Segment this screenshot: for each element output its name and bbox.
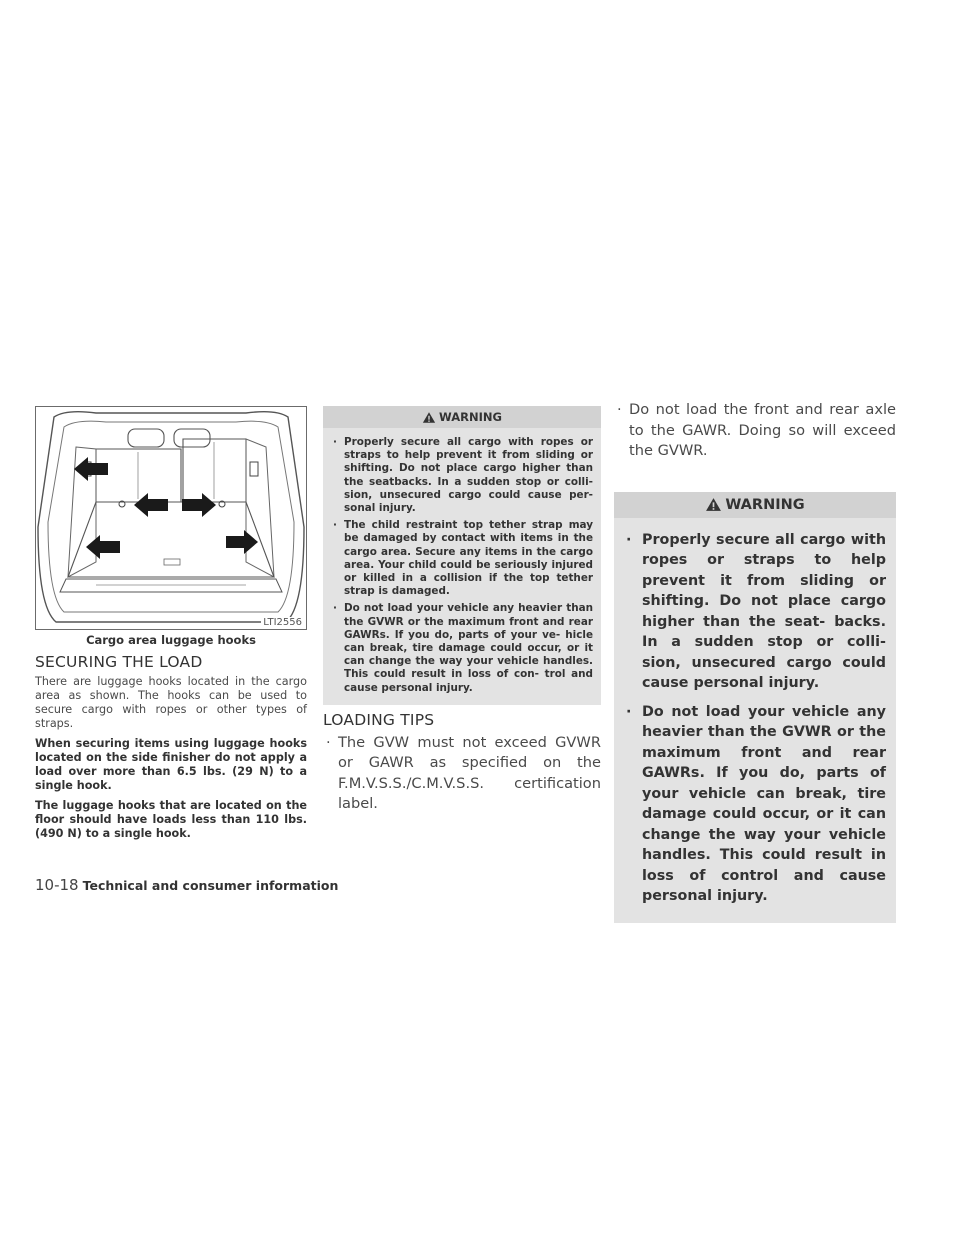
arrow-icon: [74, 457, 258, 559]
left-column: [35, 406, 307, 847]
warning-triangle-icon: [422, 411, 436, 424]
warning-box: [323, 406, 601, 705]
footer-section-title: Technical and consumer information: [82, 878, 339, 893]
warning-item: · Do not load your vehicle any heavier than the GVWR or the maximum front and rear GAWRs. If you do, parts of your ve- hicle can break, tire damage could occur, or it can change the way your vehicle handles. This could result in loss of con- trol and cause personal injury.: [331, 602, 593, 694]
warning-item: · Properly secure all cargo with ropes or straps to help prevent it from sliding or shifting. Do not place cargo higher than the seat- backs. In a sudden stop or colli- sion, unsecured cargo could cause personal injury.: [624, 530, 886, 694]
bold-paragraph: When securing items using luggage hooks located on the side finisher do not apply a load over more than 6.5 lbs. (29 N) to a single hook.: [35, 737, 307, 792]
cargo-area-drawing: [36, 407, 306, 629]
middle-column: [323, 406, 601, 815]
axle-tip-list: [614, 400, 896, 462]
paragraph: There are luggage hooks located in the cargo area as shown. The hooks can be used to secure cargo with ropes or other types of straps.: [35, 675, 307, 730]
figure-code: LTI2556: [263, 617, 302, 628]
warning-item: · Do not load your vehicle any heavier than the GVWR or the maximum front and rear GAWRs. If you do, parts of your vehicle can break, tire damage could occur, or it can change the way your vehicle handles. This could result in loss of control and cause personal injury.: [624, 702, 886, 907]
section-heading-securing-load: SECURING THE LOAD: [35, 653, 203, 671]
warning-header: [614, 492, 896, 518]
page-footer: [35, 876, 338, 894]
warning-title: WARNING: [725, 496, 805, 513]
warning-item: · The child restraint top tether strap may be damaged by contact with items in the cargo area. Secure any items in the cargo area. Your child could be seriously injured or killed in a collision if the top tether strap is damaged.: [331, 519, 593, 598]
cargo-area-illustration: [35, 406, 307, 630]
warning-item: · Properly secure all cargo with ropes or straps to help prevent it from sliding or shifting. Do not place cargo higher than the seatbacks. In a sudden stop or colli- sion, unsecured cargo could cause per- sonal injury.: [331, 436, 593, 515]
warning-box-large: [614, 492, 896, 923]
warning-list: [614, 518, 896, 923]
bold-paragraph: The luggage hooks that are located on the floor should have loads less than 110 lbs. (490 N) to a single hook.: [35, 799, 307, 840]
list-item: · The GVW must not exceed GVWR or GAWR as specified on the F.M.V.S.S./C.M.V.S.S. certification label.: [323, 733, 601, 815]
loading-tips-list: [323, 733, 601, 815]
page-number: 10-18: [35, 876, 79, 894]
figure-caption: Cargo area luggage hooks: [86, 633, 256, 647]
warning-list: [323, 428, 601, 705]
list-item: · Do not load the front and rear axle to the GAWR. Doing so will exceed the GVWR.: [614, 400, 896, 462]
warning-header: [323, 406, 601, 428]
warning-title: WARNING: [439, 410, 502, 424]
warning-triangle-icon: [705, 497, 722, 512]
section-heading-loading-tips: LOADING TIPS: [323, 710, 435, 729]
right-column: [614, 400, 896, 923]
